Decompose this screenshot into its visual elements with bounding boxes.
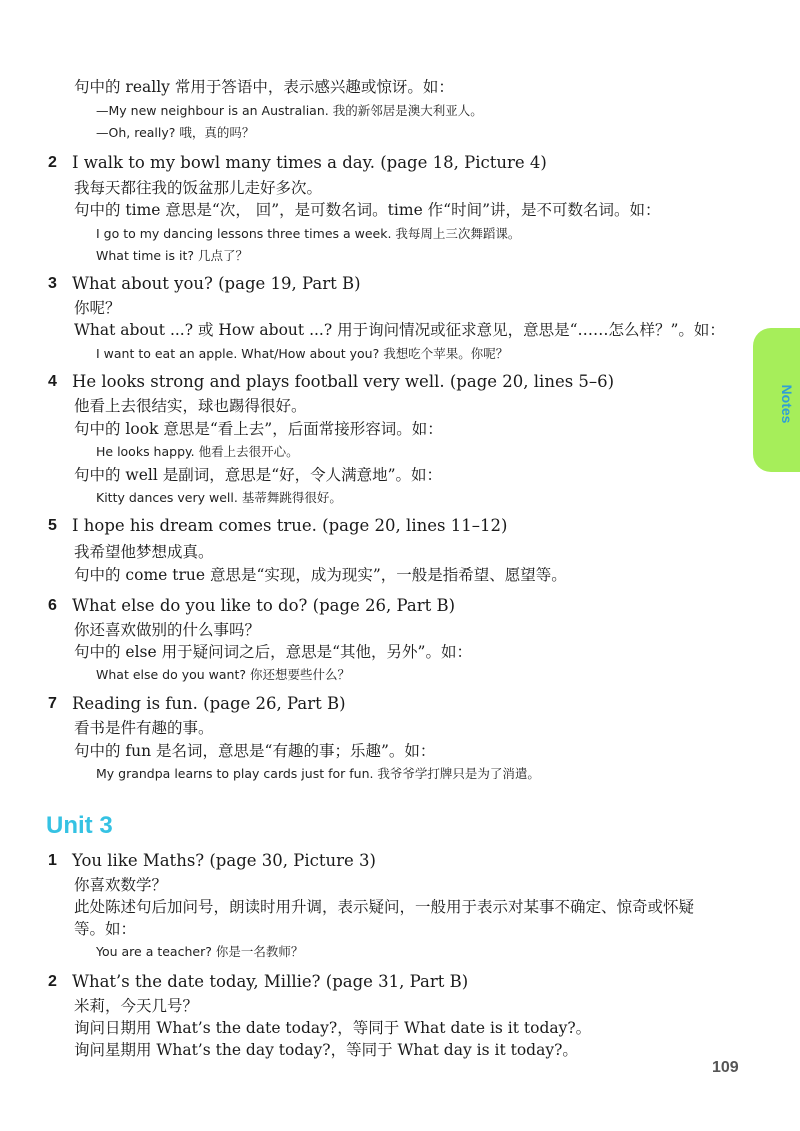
notes-tab-label: Notes bbox=[779, 384, 795, 424]
example-sentence: What time is it? 几点了？ bbox=[96, 248, 248, 263]
example-sentence: What else do you want? 你还想要些什么？ bbox=[96, 667, 350, 682]
note-translation: 看书是件有趣的事。 bbox=[74, 719, 214, 737]
note-translation: 我每天都往我的饭盆那儿走好多次。 bbox=[74, 179, 323, 197]
note-heading: You like Maths? (page 30, Picture 3) bbox=[72, 851, 376, 870]
note-number: 3 bbox=[48, 275, 57, 292]
note-heading: I walk to my bowl many times a day. (page 18, Picture 4) bbox=[72, 153, 547, 172]
example-sentence: You are a teacher? 你是一名教师？ bbox=[96, 944, 304, 959]
unit-title: Unit 3 bbox=[46, 812, 113, 839]
note-number: 2 bbox=[48, 154, 57, 171]
example-sentence: Kitty dances very well. 基蒂舞跳得很好。 bbox=[96, 490, 342, 505]
note-translation: 他看上去很结实，球也踢得很好。 bbox=[74, 397, 307, 415]
example-sentence: —Oh, really? 哦，真的吗？ bbox=[96, 125, 255, 140]
note-text: 句中的 look 意思是“看上去”，后面常接形容词。如： bbox=[74, 420, 443, 438]
note-heading: What about you? (page 19, Part B) bbox=[72, 274, 361, 293]
page-number: 109 bbox=[712, 1059, 739, 1076]
example-sentence: I want to eat an apple. What/How about you? 我想吃个苹果。你呢？ bbox=[96, 346, 509, 361]
note-text: 句中的 really 常用于答语中，表示感兴趣或惊讶。如： bbox=[74, 78, 454, 96]
note-text: 句中的 come true 意思是“实现，成为现实”，一般是指希望、愿望等。 bbox=[74, 566, 567, 584]
note-number: 2 bbox=[48, 973, 57, 990]
example-sentence: My grandpa learns to play cards just for fun. 我爷爷学打牌只是为了消遣。 bbox=[96, 766, 540, 781]
note-heading: He looks strong and plays football very well. (page 20, lines 5–6) bbox=[72, 372, 615, 391]
note-translation: 你喜欢数学？ bbox=[74, 876, 168, 894]
example-sentence: He looks happy. 他看上去很开心。 bbox=[96, 444, 299, 459]
note-text: 句中的 well 是副词，意思是“好，令人满意地”。如： bbox=[74, 466, 443, 484]
notes-side-tab bbox=[753, 328, 800, 472]
note-heading: What’s the date today, Millie? (page 31, Part B) bbox=[72, 972, 469, 991]
note-translation: 你呢？ bbox=[74, 299, 121, 317]
note-number: 5 bbox=[48, 517, 57, 534]
note-heading: What else do you like to do? (page 26, Part B) bbox=[72, 596, 456, 615]
example-sentence: I go to my dancing lessons three times a week. 我每周上三次舞蹈课。 bbox=[96, 226, 521, 241]
note-text: 此处陈述句后加问号，朗读时用升调，表示疑问，一般用于表示对某事不确定、惊奇或怀疑 bbox=[74, 898, 695, 916]
note-text: 等。如： bbox=[74, 920, 137, 938]
note-text: 句中的 time 意思是“次， 回”，是可数名词。time 作“时间”讲，是不可数名词。如： bbox=[74, 201, 661, 219]
note-heading: Reading is fun. (page 26, Part B) bbox=[72, 694, 346, 713]
note-text: 句中的 fun 是名词，意思是“有趣的事；乐趣”。如： bbox=[74, 742, 436, 760]
note-text: 询问星期用 What’s the day today?，等同于 What day is it today?。 bbox=[74, 1041, 578, 1059]
note-number: 1 bbox=[48, 852, 57, 869]
note-translation: 我希望他梦想成真。 bbox=[74, 543, 214, 561]
example-sentence: —My new neighbour is an Australian. 我的新邻居是澳大利亚人。 bbox=[96, 103, 483, 118]
note-text: 句中的 else 用于疑问词之后，意思是“其他，另外”。如： bbox=[74, 643, 472, 661]
note-text: What about ...? 或 How about ...? 用于询问情况或征求意见，意思是“……怎么样？”。如： bbox=[74, 321, 725, 339]
note-number: 4 bbox=[48, 373, 57, 390]
note-number: 7 bbox=[48, 695, 57, 712]
note-translation: 你还喜欢做别的什么事吗？ bbox=[74, 621, 261, 639]
note-translation: 米莉，今天几号？ bbox=[74, 997, 199, 1015]
note-text: 询问日期用 What’s the date today?，等同于 What date is it today?。 bbox=[74, 1019, 592, 1037]
note-number: 6 bbox=[48, 597, 57, 614]
note-heading: I hope his dream comes true. (page 20, lines 11–12) bbox=[72, 516, 508, 535]
